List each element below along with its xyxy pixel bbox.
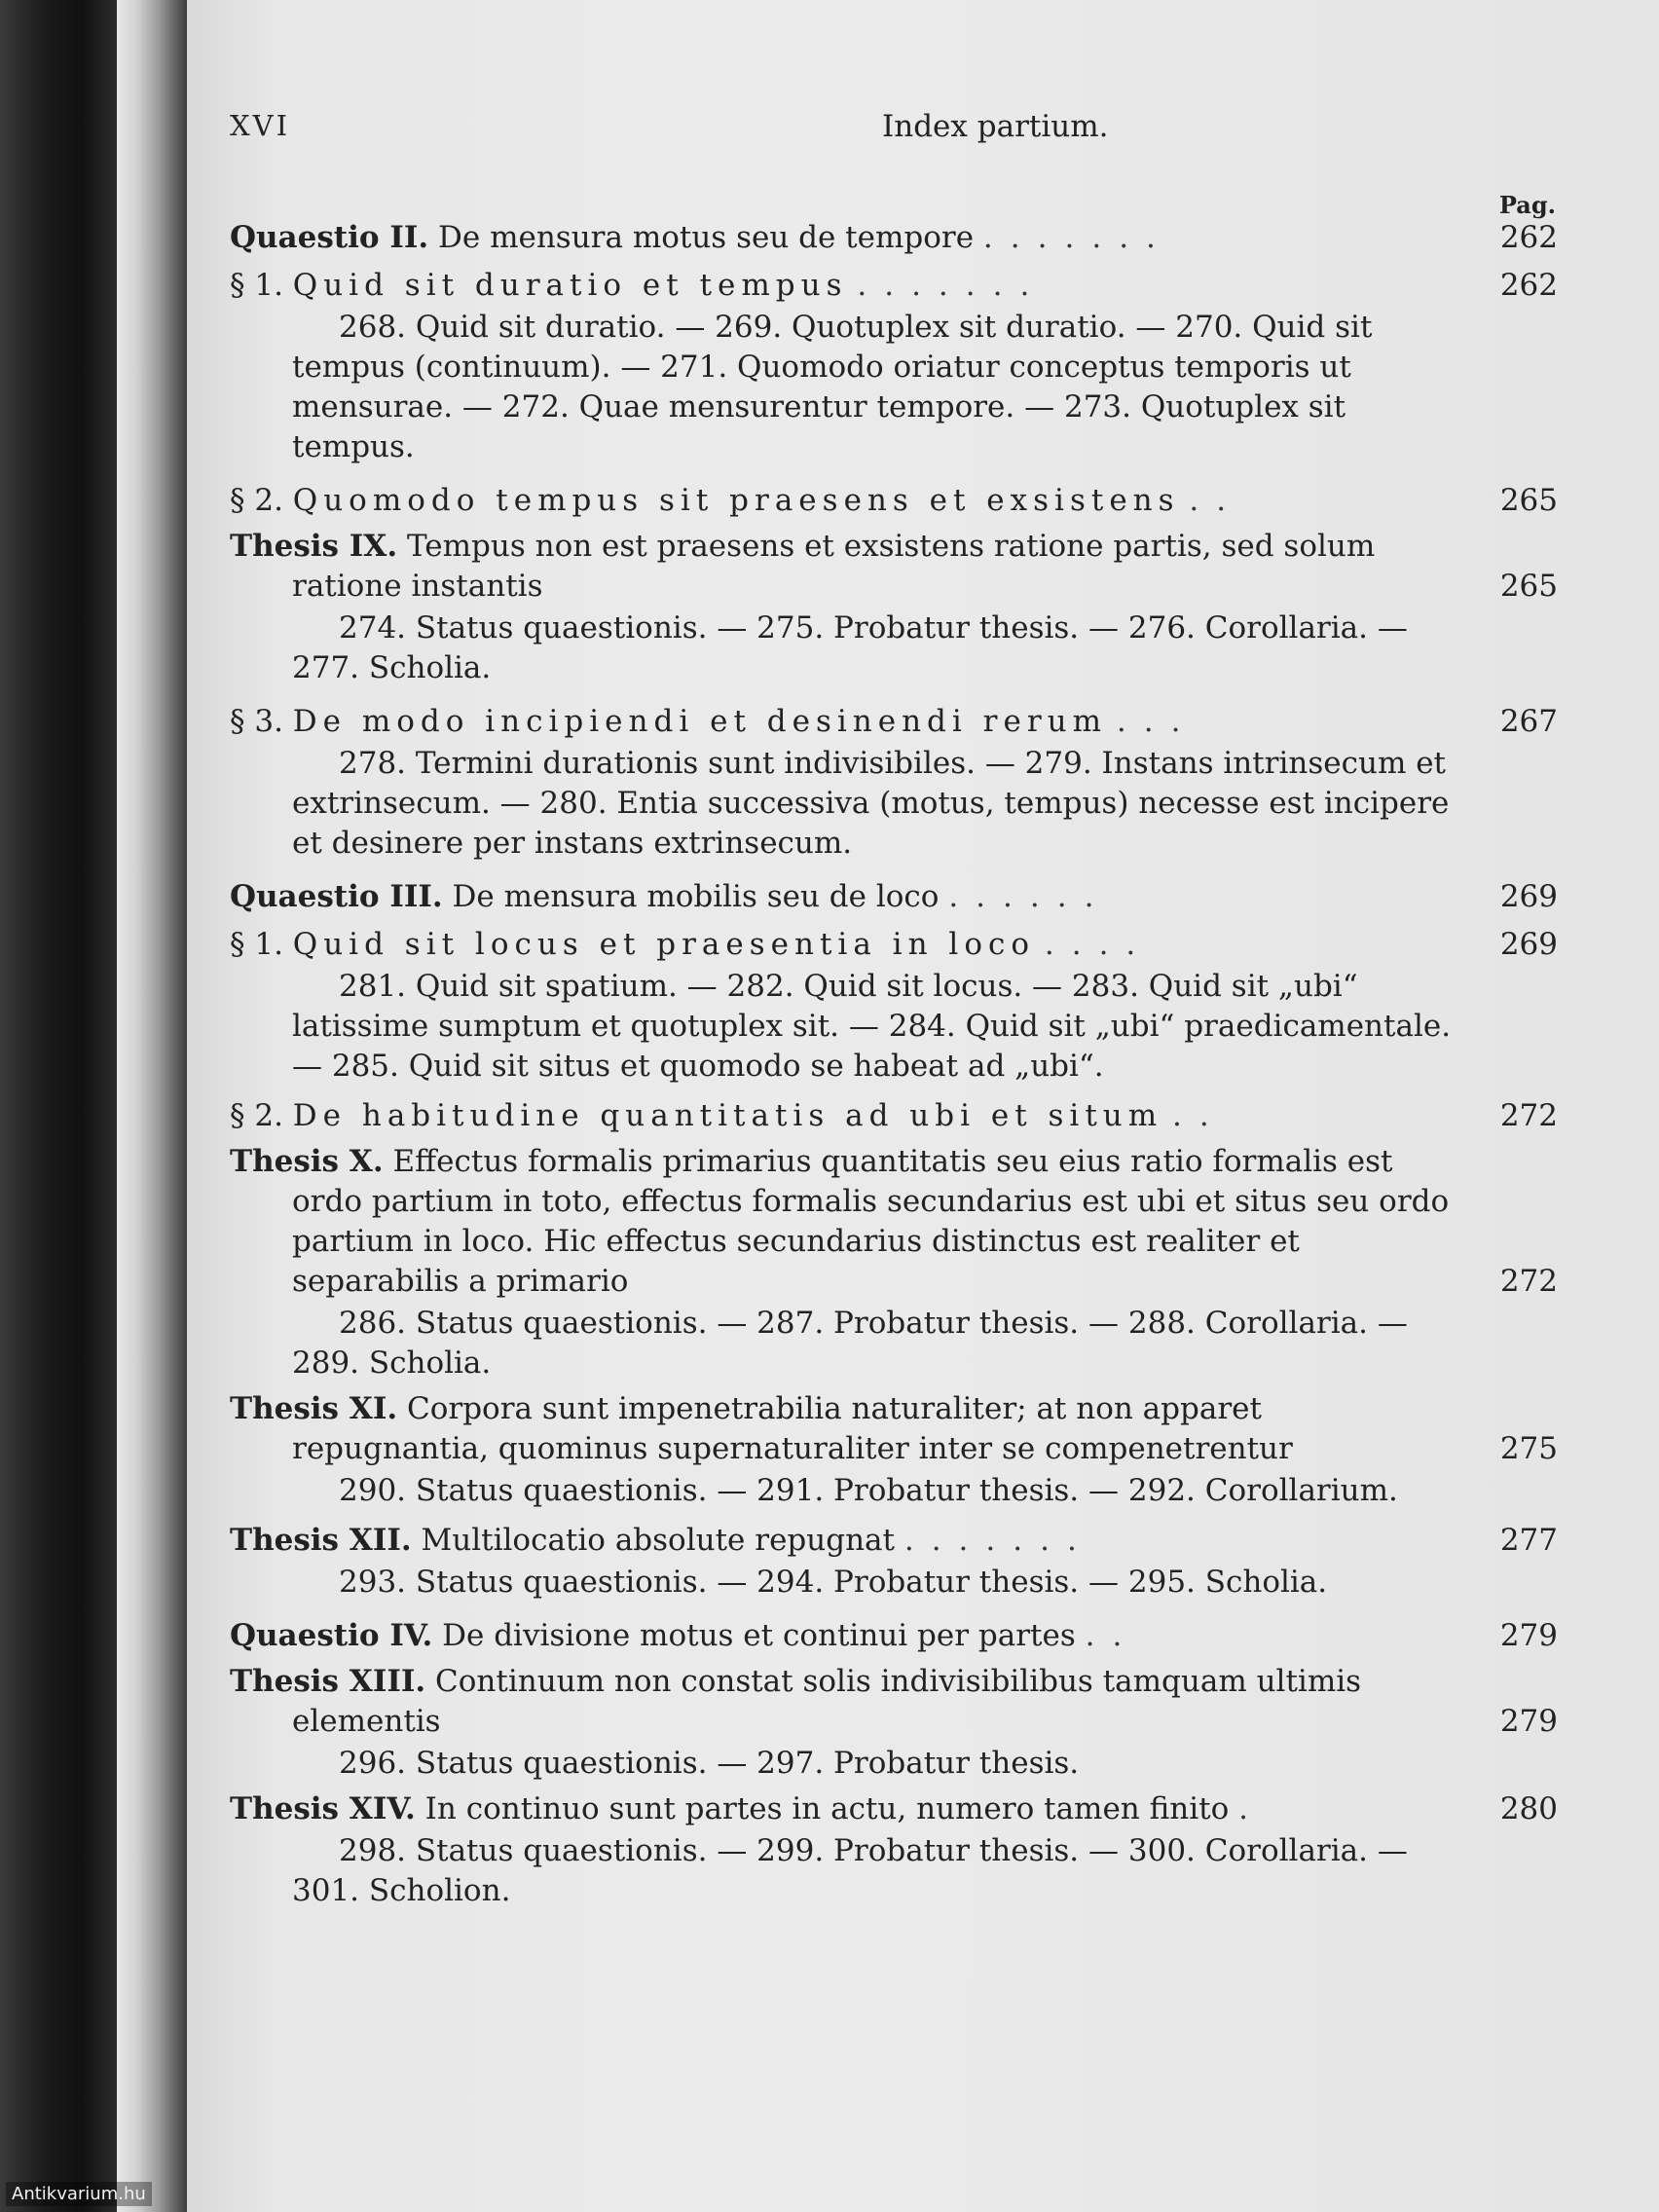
page-number: 262 [1499, 268, 1558, 303]
entry-title: De mensura mobilis seu de loco [452, 879, 940, 914]
entry-label: § 1. [230, 268, 283, 303]
toc-entry-thesis-9 [230, 527, 1558, 607]
entry-title: Quid sit locus et praesentia in loco [292, 927, 1036, 962]
entry-label: § 1. [230, 927, 283, 962]
entry-label: § 2. [230, 483, 283, 518]
entry-title: Quid sit duratio et tempus [292, 268, 848, 303]
toc-entry-quaestio-3: Quaestio III. De mensura mobilis seu de loco ...... 269 [230, 877, 1558, 917]
toc-subentries: 293. Status quaestionis. — 294. Probatur thesis. — 295. Scholia. [339, 1565, 1328, 1600]
toc-subentries: 278. Termini durationis sunt indivisibiles. — 279. Instans intrinsecum et extrinsecum. — 280. Entia successiva (motus, tempus) necesse est incipere et desinere per instans extrinsecum. [292, 746, 1450, 861]
entry-title: De modo incipiendi et desinendi rerum [292, 704, 1108, 739]
toc-entry-quaestio-2: Quaestio II. De mensura motus seu de tempore ....... 262 [230, 218, 1558, 258]
toc-subentries: 298. Status quaestionis. — 299. Probatur thesis. — 300. Corollaria. — 301. Scholion. [292, 1833, 1408, 1908]
entry-title: Continuum non constat solis indivisibilibus tamquam ultimis elementis [292, 1664, 1362, 1739]
page-number: 269 [1499, 879, 1558, 914]
page-number: 279 [1499, 1618, 1558, 1653]
entry-title: Quomodo tempus sit praesens et exsistens [292, 483, 1180, 518]
entry-title: Tempus non est praesens et exsistens ratione partis, sed solum ratione instantis [292, 529, 1376, 604]
entry-label: § 3. [230, 704, 283, 739]
entry-label: Thesis XI. [230, 1391, 398, 1426]
page-column-label: Pag. [1498, 191, 1556, 219]
entry-label: Thesis XIII. [230, 1664, 426, 1699]
entry-title: In continuo sunt partes in actu, numero tamen finito [424, 1791, 1230, 1826]
page-number: 267 [1499, 704, 1558, 739]
toc-entry-thesis-11 [230, 1389, 1558, 1469]
page-number: 265 [1499, 483, 1558, 518]
toc-entry-thesis-10 [230, 1142, 1558, 1302]
page-number: 272 [1499, 1264, 1558, 1299]
entry-label: Quaestio II. [230, 220, 429, 255]
entry-label: Thesis X. [230, 1144, 384, 1179]
folio-number: XVI [230, 109, 291, 142]
page-number: 269 [1499, 927, 1558, 962]
toc-subentries: 290. Status quaestionis. — 291. Probatur thesis. — 292. Corollarium. [339, 1473, 1398, 1508]
page-number: 277 [1499, 1523, 1558, 1558]
toc-subentries: 274. Status quaestionis. — 275. Probatur thesis. — 276. Corollaria. — 277. Scholia. [292, 610, 1408, 685]
toc-entry-quaestio-4: Quaestio IV. De divisione motus et continui per partes .. 279 [230, 1616, 1558, 1656]
toc-subentries: 296. Status quaestionis. — 297. Probatur thesis. [339, 1746, 1080, 1781]
toc-subentries: 286. Status quaestionis. — 287. Probatur thesis. — 288. Corollaria. — 289. Scholia. [292, 1306, 1408, 1381]
toc-entry-section: § 1. Quid sit duratio et tempus ....... 262 [230, 266, 1558, 306]
page-gutter [117, 0, 187, 2212]
toc-entry-section: § 1. Quid sit locus et praesentia in loco .... 269 [230, 925, 1558, 965]
entry-title: Multilocatio absolute repugnat [421, 1523, 895, 1558]
page-number: 262 [1499, 220, 1558, 255]
page-number: 265 [1499, 569, 1558, 604]
page-number: 272 [1499, 1098, 1558, 1133]
toc-entry-section: § 2. Quomodo tempus sit praesens et exsistens .. 265 [230, 481, 1558, 521]
table-of-contents [230, 191, 1558, 1911]
toc-entry-thesis-13 [230, 1662, 1558, 1742]
page-number: 275 [1499, 1431, 1558, 1466]
toc-subentries: 281. Quid sit spatium. — 282. Quid sit locus. — 283. Quid sit „ubi“ latissime sumptum et quotuplex sit. — 284. Quid sit „ubi“ praedicamentale. — 285. Quid sit situs et quomodo se habeat ad „ubi“. [292, 969, 1452, 1084]
entry-label: Thesis IX. [230, 529, 398, 564]
entry-label: Quaestio IV. [230, 1618, 433, 1653]
toc-entry-section: § 2. De habitudine quantitatis ad ubi et situm .. 272 [230, 1096, 1558, 1136]
entry-label: Thesis XIV. [230, 1791, 416, 1826]
entry-title: De habitudine quantitatis ad ubi et situm [292, 1098, 1163, 1133]
running-title: Index partium. [882, 109, 1109, 144]
entry-title: De divisione motus et continui per partes [442, 1618, 1076, 1653]
page-header [230, 109, 1558, 148]
toc-entry-thesis-14: Thesis XIV. In continuo sunt partes in actu, numero tamen finito . 280 [230, 1789, 1558, 1829]
entry-label: § 2. [230, 1098, 283, 1133]
book-binding [0, 0, 117, 2212]
entry-title: Effectus formalis primarius quantitatis seu eius ratio formalis est ordo partium in toto, effectus formalis secundarius est ubi et situs seu ordo partium in loco. Hic effectus secundarius distinctus est realiter et separabilis a primario [292, 1144, 1450, 1299]
entry-label: Thesis XII. [230, 1523, 412, 1558]
toc-entry-section: § 3. De modo incipiendi et desinendi rerum ... 267 [230, 702, 1558, 742]
watermark-label: Antikvarium.hu [6, 2182, 152, 2206]
page-number: 280 [1499, 1791, 1558, 1826]
page-number: 279 [1499, 1704, 1558, 1739]
toc-subentries: 268. Quid sit duratio. — 269. Quotuplex sit duratio. — 270. Quid sit tempus (continuum). — 271. Quomodo oriatur conceptus temporis ut mensurae. — 272. Quae mensurentur tempore. — 273. Quotuplex sit tempus. [292, 310, 1373, 464]
entry-label: Quaestio III. [230, 879, 443, 914]
entry-title: Corpora sunt impenetrabilia naturaliter; at non apparet repugnantia, quominus supernaturaliter inter se compenetrentur [292, 1391, 1293, 1466]
entry-title: De mensura motus seu de tempore [438, 220, 975, 255]
toc-entry-thesis-12: Thesis XII. Multilocatio absolute repugnat ....... 277 [230, 1521, 1558, 1561]
